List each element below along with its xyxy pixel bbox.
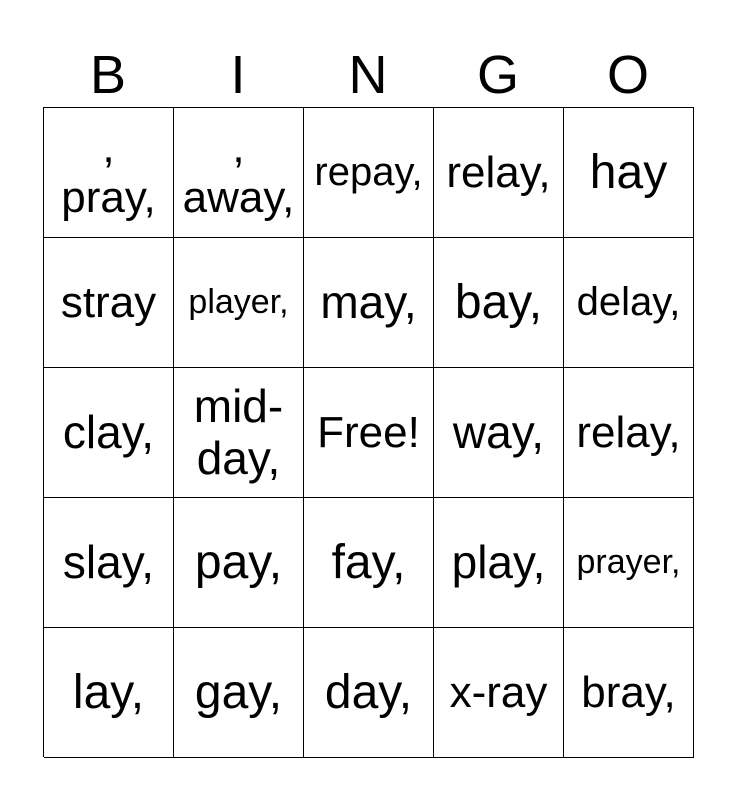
bingo-cell: fay,: [304, 498, 434, 628]
bingo-cell: may,: [304, 238, 434, 368]
bingo-cell: gay,: [174, 628, 304, 758]
bingo-cell: lay,: [44, 628, 174, 758]
bingo-cell: , away,: [174, 108, 304, 238]
bingo-cell: bay,: [434, 238, 564, 368]
bingo-cell: play,: [434, 498, 564, 628]
bingo-cell: player,: [174, 238, 304, 368]
bingo-cell: clay,: [44, 368, 174, 498]
bingo-cell: prayer,: [564, 498, 694, 628]
bingo-cell: way,: [434, 368, 564, 498]
bingo-cell: x-ray: [434, 628, 564, 758]
header-letter-b: B: [89, 45, 127, 105]
bingo-cell: relay,: [434, 108, 564, 238]
header-letter-n: N: [348, 45, 388, 105]
bingo-cell: , pray,: [44, 108, 174, 238]
bingo-board: [43, 107, 694, 757]
bingo-cell: hay: [564, 108, 694, 238]
bingo-cell: stray: [44, 238, 174, 368]
bingo-cell: bray,: [564, 628, 694, 758]
bingo-cell: relay,: [564, 368, 694, 498]
header-letter-g: G: [476, 45, 519, 105]
bingo-cell: delay,: [564, 238, 694, 368]
bingo-cell: pay,: [174, 498, 304, 628]
bingo-header: [43, 44, 693, 106]
bingo-cell: repay,: [304, 108, 434, 238]
free-space-cell: Free!: [304, 368, 434, 498]
bingo-cell: day,: [304, 628, 434, 758]
header-letter-i: I: [230, 45, 246, 105]
bingo-cell: mid- day,: [174, 368, 304, 498]
header-letter-o: O: [606, 45, 649, 105]
bingo-cell: slay,: [44, 498, 174, 628]
